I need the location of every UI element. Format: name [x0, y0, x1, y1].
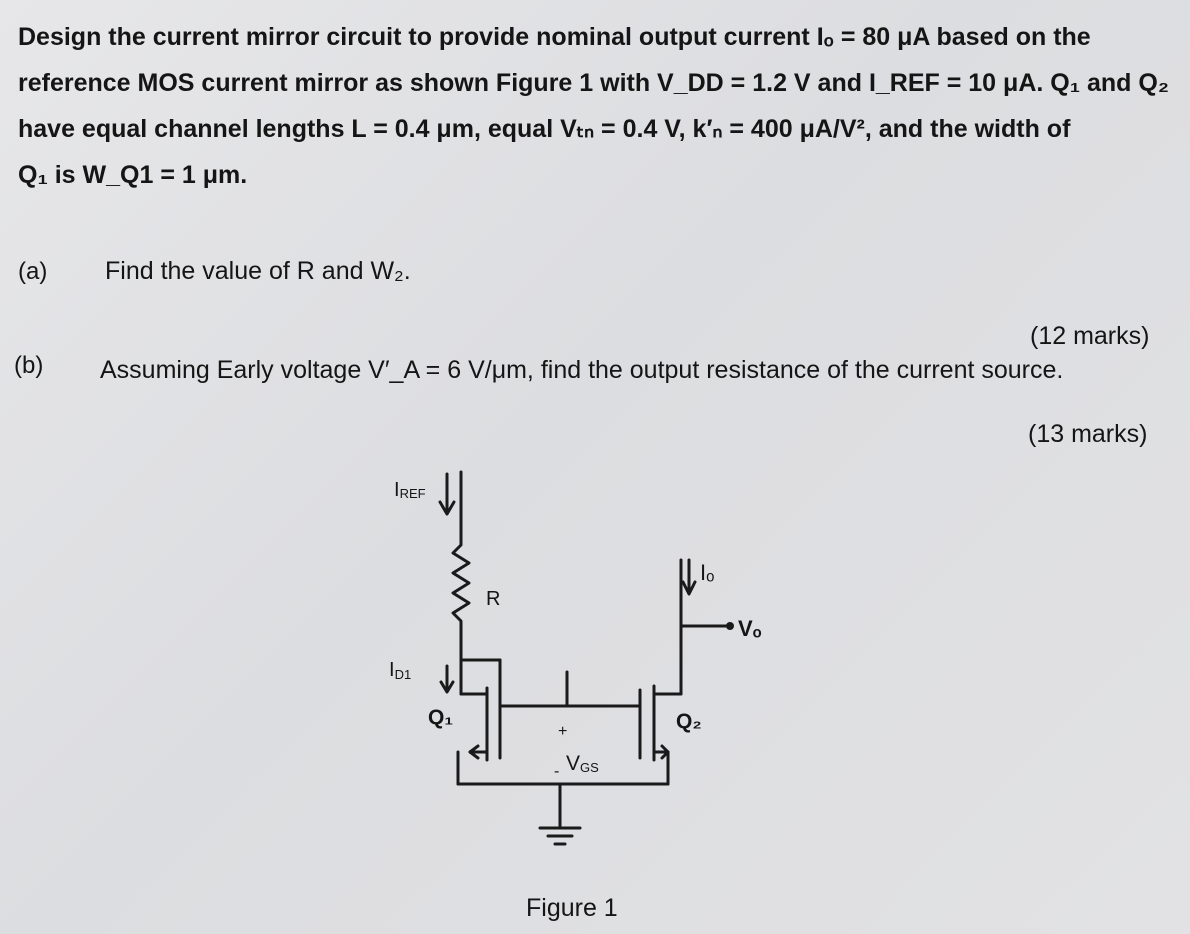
problem-line-3: have equal channel lengths L = 0.4 μm, equal Vₜₙ = 0.4 V, k′ₙ = 400 μA/V², and the width of [18, 115, 1071, 143]
problem-line-2: reference MOS current mirror as shown Figure 1 with V_DD = 1.2 V and I_REF = 10 μA. Q₁ and Q₂ [18, 69, 1169, 97]
q2-label: Q₂ [676, 710, 702, 733]
part-b-marks: (13 marks) [1028, 420, 1148, 448]
part-a-label: (a) [18, 258, 48, 285]
id1-label: ID1 [389, 659, 412, 682]
resistor-r-zigzag [453, 520, 469, 660]
problem-line-1: Design the current mirror circuit to provide nominal output current Iₒ = 80 μA based on the [18, 23, 1091, 51]
vo-terminal-dot [726, 622, 734, 630]
figure-caption: Figure 1 [526, 894, 618, 922]
q1-label: Q₁ [428, 706, 454, 729]
r-label: R [486, 588, 501, 610]
iref-label: IREF [394, 479, 426, 501]
part-b-text: Assuming Early voltage V′_A = 6 V/μm, find the output resistance of the current source. [100, 356, 1064, 384]
io-label: Iₒ [700, 560, 715, 585]
part-a-text: Find the value of R and W₂. [105, 257, 411, 285]
vgs-minus-label: - [554, 763, 560, 780]
vgs-label: VGS [566, 752, 599, 775]
vgs-plus-label: + [558, 723, 568, 740]
part-a-marks: (12 marks) [1030, 322, 1150, 350]
part-b-label: (b) [14, 352, 44, 379]
problem-line-4: Q₁ is W_Q1 = 1 μm. [18, 161, 248, 189]
vo-label: Vₒ [738, 616, 762, 641]
